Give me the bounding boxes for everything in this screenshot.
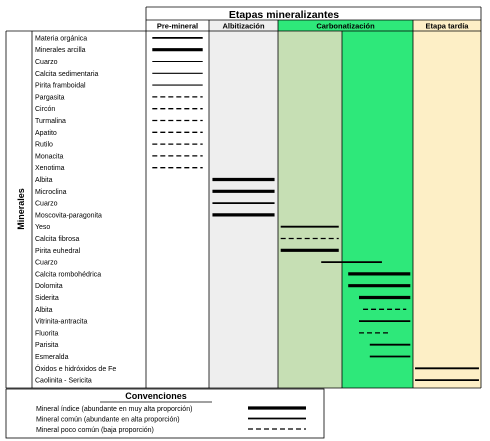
mineral-label: Vitrinita-antracita — [35, 318, 88, 326]
mineral-label: Calcita rombohédrica — [35, 271, 102, 279]
stage-header: Albitización — [222, 21, 265, 31]
mineral-label: Minerales arcilla — [35, 47, 86, 55]
stage-header: Carbonatización — [316, 21, 375, 31]
mineral-label: Esmeralda — [35, 354, 69, 361]
mineral-label: Siderita — [35, 295, 59, 302]
y-axis-label: Minerales — [16, 188, 26, 230]
legend-item-label: Mineral índice (abundante en muy alta proporción) — [36, 406, 193, 413]
mineral-label: Materia orgánica — [35, 35, 88, 43]
mineral-label: Caolinita - Sericita — [35, 377, 92, 385]
mineral-label: Yeso — [35, 224, 51, 232]
mineral-label: Apatito — [35, 129, 57, 137]
legend-item-label: Mineral poco común (baja proporción) — [36, 427, 154, 434]
mineral-label: Microclina — [35, 188, 67, 196]
mineral-label: Parisita — [35, 342, 59, 350]
mineral-label: Óxidos e hidróxidos de Fe — [35, 365, 117, 373]
mineral-label: Turmalina — [35, 118, 66, 125]
mineral-label: Cuarzo — [35, 59, 58, 66]
mineral-label: Xenotima — [35, 165, 65, 173]
mineral-label: Dolomita — [35, 283, 63, 291]
stage-header: Pre-mineral — [156, 21, 199, 31]
mineral-label: Circón — [35, 106, 56, 114]
mineral-label: Rutilo — [35, 141, 53, 149]
mineral-label: Pirita framboidal — [35, 82, 86, 90]
mineral-label: Pargasita — [35, 94, 65, 102]
mineral-label: Albita — [35, 177, 53, 184]
mineral-label: Fluorita — [35, 330, 59, 338]
stage-header: Etapa tardía — [425, 21, 469, 31]
mineral-label: Albita — [35, 306, 53, 314]
legend-title: Convenciones — [125, 391, 187, 401]
chart-title: Etapas mineralizantes — [228, 9, 340, 21]
mineral-label: Moscovita-paragonita — [35, 212, 102, 220]
mineral-label: Calcita sedimentaria — [35, 70, 99, 78]
mineral-label: Calcita fibrosa — [35, 236, 80, 243]
mineral-label: Cuarzo — [35, 259, 58, 267]
mineral-label: Cuarzo — [35, 200, 58, 208]
legend-item-label: Mineral común (abundante en alta proporción) — [36, 416, 180, 424]
mineral-label: Monacita — [35, 153, 64, 161]
mineral-label: Pirita euhedral — [35, 247, 81, 255]
